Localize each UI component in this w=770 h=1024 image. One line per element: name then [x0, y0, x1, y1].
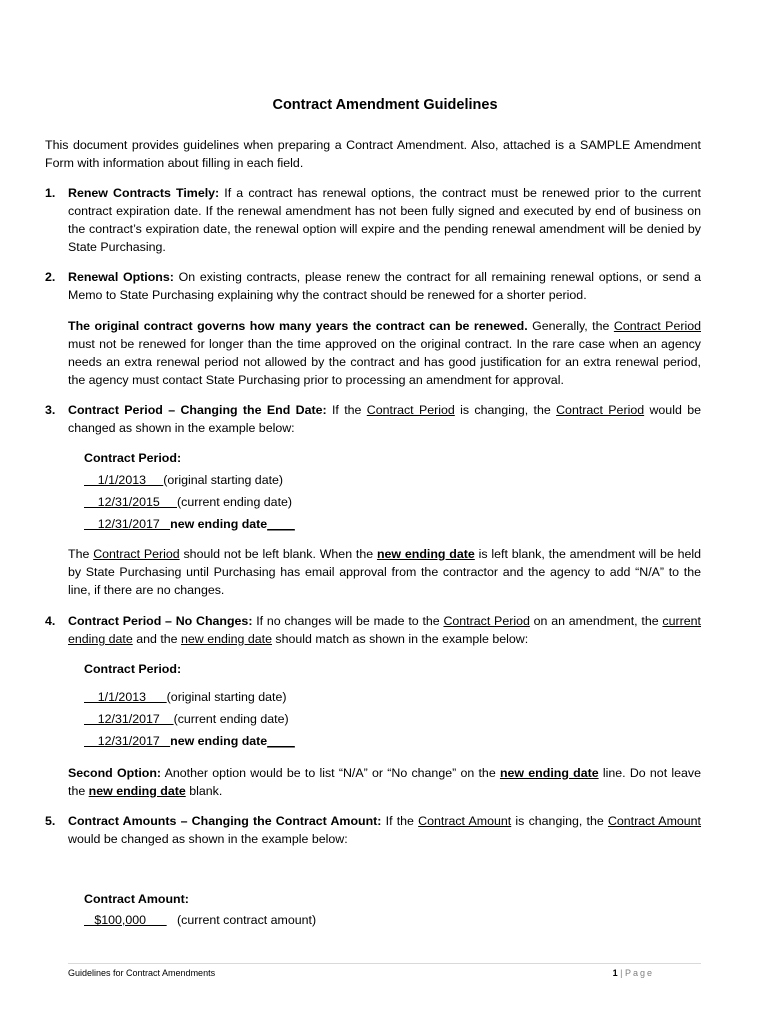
item-text: If a contract has renewal options, the contract must be renewed prior to the current contract expiration date. If the renewal amendment has not been fully signed and executed by end of business on the contract’s expiration date, the renewal option will expire and the pending renewal amendment will be denied by State Purchasing. — [68, 186, 701, 254]
guideline-item-3 — [45, 401, 701, 437]
page-indicator — [613, 967, 654, 979]
text-segment: If no changes will be made to the — [252, 614, 444, 628]
new-ending-date-term: new ending date — [499, 766, 599, 780]
guideline-item-2 — [45, 268, 701, 304]
example-note: (current contract amount) — [177, 913, 317, 927]
renewal-governs-paragraph — [68, 317, 701, 389]
example-row — [84, 491, 295, 513]
example-value: 1/1/2013 — [84, 473, 164, 487]
text-segment: If the — [381, 814, 419, 828]
item-number: 3. — [45, 403, 56, 417]
item-number: 2. — [45, 270, 56, 284]
item-heading: Contract Amounts – Changing the Contract Amount: — [68, 814, 382, 828]
item-heading: Contract Period – Changing the End Date: — [68, 403, 327, 417]
blank-period-paragraph — [68, 545, 701, 599]
contract-period-term: Contract Period — [366, 403, 455, 417]
option-heading: Second Option: — [68, 766, 162, 780]
example-row — [84, 708, 295, 730]
text-segment: on an amendment, the — [529, 614, 663, 628]
contract-amount-term: Contract Amount — [418, 814, 512, 828]
new-ending-date-term: new ending date — [88, 784, 186, 798]
second-option-paragraph — [68, 764, 701, 800]
item-body — [68, 612, 701, 648]
text-segment: is changing, the — [511, 814, 608, 828]
item-body — [68, 268, 701, 304]
new-ending-date-term: new ending date — [181, 632, 272, 646]
example-block-change-end-date — [84, 449, 295, 535]
text-segment: blank. — [185, 784, 223, 798]
item-body — [68, 184, 701, 256]
item-body — [68, 812, 701, 848]
example-label: Contract Period: — [84, 451, 182, 465]
item-number: 1. — [45, 186, 56, 200]
new-ending-date-term: new ending date — [376, 547, 475, 561]
text-segment: and the — [132, 632, 182, 646]
text-segment: would be changed as shown in the example below: — [68, 403, 701, 435]
example-value: 1/1/2013 — [84, 690, 167, 704]
example-value: 12/31/2017 — [84, 734, 171, 748]
text-segment: Generally, the — [527, 319, 614, 333]
example-value: 12/31/2017 — [84, 517, 171, 531]
example-tail: ____ — [267, 734, 295, 748]
page-label: Page — [624, 968, 654, 978]
item-text: On existing contracts, please renew the contract for all remaining renewal options, or send a Memo to State Purchasing explaining why the contract should be renewed for a shorter period. — [68, 270, 701, 302]
example-row — [84, 513, 295, 535]
contract-amount-term: Contract Amount — [607, 814, 702, 828]
text-segment: must not be renewed for longer than the time approved on the original contract. In the rare case when an agency needs an extra renewal period not allowed by the contract and has good justification for an extra renewal period, the agency must contact State Purchasing prior to processing an amendment for approval. — [68, 337, 701, 387]
guideline-item-5 — [45, 812, 701, 848]
example-note: (original starting date) — [166, 690, 287, 704]
item-number: 4. — [45, 614, 56, 628]
example-row — [84, 730, 295, 752]
text-segment: If the — [326, 403, 367, 417]
text-segment: should not be left blank. When the — [179, 547, 377, 561]
example-label: Contract Period: — [84, 662, 182, 676]
bold-statement: The original contract governs how many years the contract can be renewed. — [68, 319, 528, 333]
guideline-item-4 — [45, 612, 701, 648]
text-segment: The — [68, 547, 94, 561]
page-footer — [68, 963, 701, 978]
contract-period-term: Contract Period — [443, 614, 530, 628]
example-note: new ending date — [170, 517, 268, 531]
item-body — [68, 401, 701, 437]
text-segment: should match as shown in the example below: — [271, 632, 529, 646]
contract-period-term: Contract Period — [93, 547, 180, 561]
example-value: 12/31/2015 — [84, 495, 177, 509]
item-number: 5. — [45, 814, 56, 828]
example-note: new ending date — [170, 734, 268, 748]
example-tail: ____ — [267, 517, 295, 531]
example-value: $100,000 — [84, 913, 167, 927]
contract-period-term: Contract Period — [556, 403, 645, 417]
current-ending-date-term: current ending date — [68, 614, 701, 646]
example-note: (original starting date) — [163, 473, 284, 487]
text-segment: would be changed as shown in the example below: — [68, 832, 348, 846]
example-value: 12/31/2017 — [84, 712, 174, 726]
page-separator: | — [617, 968, 625, 978]
guideline-item-1 — [45, 184, 701, 256]
item-heading: Renew Contracts Timely: — [68, 186, 220, 200]
intro-paragraph: This document provides guidelines when preparing a Contract Amendment. Also, attached is a SAMPLE Amendment Form with information about filling in each field. — [45, 138, 701, 170]
example-block-contract-amount — [84, 890, 316, 931]
example-row — [84, 909, 316, 931]
footer-title: Guidelines for Contract Amendments — [68, 968, 216, 978]
text-segment: line. Do not leave the — [68, 766, 702, 798]
contract-period-term: Contract Period — [613, 319, 701, 333]
example-block-no-changes — [84, 660, 295, 752]
text-segment: Another option would be to list “N/A” or “No change” on the — [161, 766, 500, 780]
item-heading: Contract Period – No Changes: — [68, 614, 253, 628]
text-segment: is changing, the — [454, 403, 557, 417]
example-label: Contract Amount: — [84, 892, 189, 906]
page-number: 1 — [612, 968, 618, 978]
example-row — [84, 469, 295, 491]
example-row — [84, 686, 295, 708]
example-note: (current ending date) — [177, 495, 293, 509]
text-segment: is left blank, the amendment will be held by State Purchasing until Purchasing has email approval from the contractor and the agency to add “N/A” to the line, if there are no changes. — [68, 547, 701, 597]
document-title: Contract Amendment Guidelines — [272, 97, 498, 113]
item-heading: Renewal Options: — [68, 270, 174, 284]
example-note: (current ending date) — [173, 712, 289, 726]
